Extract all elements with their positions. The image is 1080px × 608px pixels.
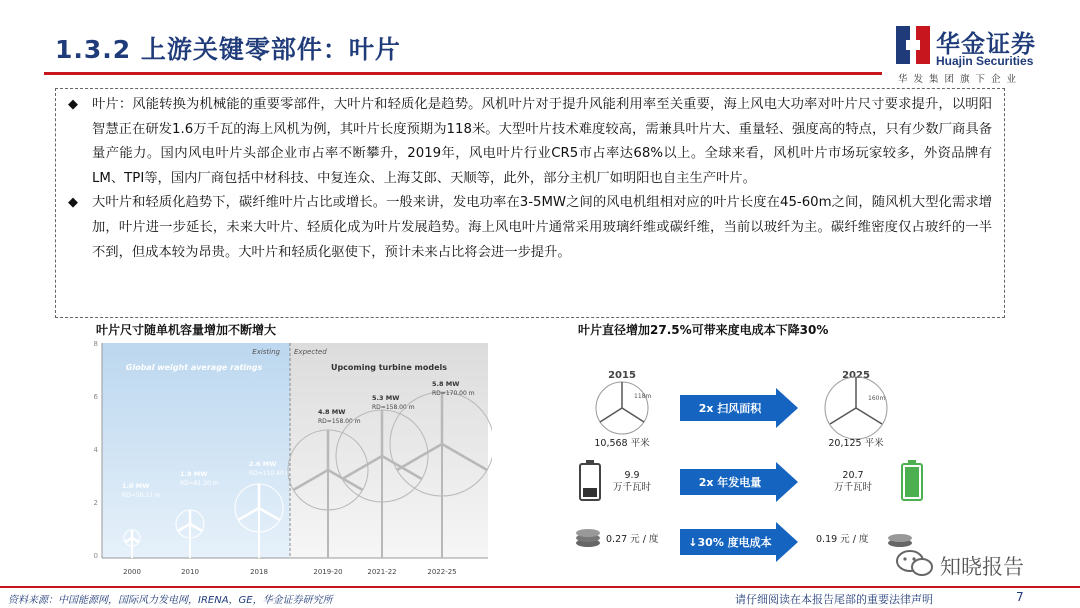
comparison-arrow <box>680 462 798 502</box>
y-tick-label: 8 <box>93 340 98 348</box>
rotor-2025-icon <box>825 377 887 439</box>
title-underline <box>44 72 882 75</box>
y-tick-label: 6 <box>93 393 98 401</box>
turbine-capacity: 5.3 MW <box>372 394 400 402</box>
year-2015: 2015 <box>608 370 636 381</box>
generation-2015-unit: 万千瓦时 <box>612 482 652 493</box>
x-tick-label: 2000 <box>123 568 141 576</box>
huajin-logo <box>890 16 1065 86</box>
existing-region <box>102 343 290 558</box>
lcoe-infographic <box>560 360 940 570</box>
turbine-capacity: 4.8 MW <box>318 408 346 416</box>
comparison-arrow <box>680 522 798 562</box>
x-tick-label: 2010 <box>181 568 199 576</box>
watermark-text: 知晓报告 <box>940 555 1024 579</box>
turbine-rotor-diameter: RD=158.00 m <box>318 418 361 425</box>
footer-rule <box>0 586 1080 588</box>
page-number: 7 <box>1016 590 1024 604</box>
y-tick-label: 2 <box>93 499 98 507</box>
watermark <box>895 548 1045 582</box>
y-tick-labels <box>94 340 99 560</box>
year-2025: 2025 <box>842 370 870 381</box>
arrow-label: 2x 年发电量 <box>698 476 762 489</box>
battery-full-icon <box>902 460 922 500</box>
bullet-text: 叶片：风能转换为机械能的重要零部件，大叶片和轻质化是趋势。风机叶片对于提升风能利用率至关重要，海上风电大功率对叶片尺寸要求提升，以明阳智慧正在研发1.6万千瓦的海上风机为例，其叶片长度预期为118米。大型叶片技术难度较高，需兼具叶片大、重量轻、强度高的特点，只有少数厂商具备量产能力。国内风电叶片头部企业市占率不断攀升，2019年，风电叶片行业CR5市占率达68%以上。全球来看，风机叶片市场玩家较多，外资品牌有LM、TPI等，国内厂商包括中材科技、中复连众、上海艾郎、天顺等，此外，部分主机厂如明阳也自主生产叶片。 <box>92 97 992 186</box>
expected-region <box>290 343 488 558</box>
upcoming-models-label: Upcoming turbine models <box>330 363 448 372</box>
diamond-bullet-icon: ◆ <box>68 97 78 112</box>
swept-area-2015: 10,568 平米 <box>594 438 650 449</box>
x-tick-label: 2019-20 <box>313 568 343 576</box>
page-title: 1.3.2 上游关键零部件：叶片 <box>55 35 401 64</box>
lcoe-2015: 0.27 元 / 度 <box>606 534 659 545</box>
x-tick-label: 2021-22 <box>367 568 397 576</box>
generation-2015-value: 9.9 <box>624 470 640 481</box>
arrow-label: 2x 扫风面积 <box>698 402 762 415</box>
logo-subtitle: 华发集团旗下企业 <box>898 74 1023 85</box>
y-tick-label: 0 <box>93 552 98 560</box>
blade-length-2015: 118m <box>634 393 652 400</box>
turbine-rotor-diameter: RD=81.20 m <box>180 480 219 487</box>
turbine-rotor-diameter: RD=170.00 m <box>432 390 475 397</box>
expected-label: Expected <box>294 348 327 356</box>
bullet-paragraph <box>68 191 992 265</box>
coins-2025-icon <box>888 534 912 547</box>
x-tick-label: 2022-25 <box>427 568 457 576</box>
left-chart-caption: 叶片尺寸随单机容量增加不断增大 <box>96 323 277 337</box>
wechat-icon <box>895 548 935 580</box>
source-note: 资料来源：中国能源网，国际风力发电网，IRENA，GE，华金证券研究所 <box>8 595 333 606</box>
existing-label: Existing <box>252 348 280 356</box>
x-tick-labels <box>123 568 457 576</box>
turbine-capacity: 1.0 MW <box>122 482 150 490</box>
turbine-capacity: 1.9 MW <box>180 470 208 478</box>
comparison-arrow <box>680 388 798 428</box>
turbine-capacity: 2.6 MW <box>249 460 277 468</box>
turbine-capacity: 5.8 MW <box>432 380 460 388</box>
battery-low-icon <box>580 460 600 500</box>
bullet-text: 大叶片和轻质化趋势下，碳纤维叶片占比或增长。一般来讲，发电功率在3-5MW之间的风电机组相对应的叶片长度在45-60m之间，随风机大型化需求增加，叶片进一步延长，未来大叶片、轻质化成为叶片发展趋势。海上风电叶片通常采用玻璃纤维或碳纤维，当前以玻纤为主。碳纤维密度仅占玻纤的一半不到，但成本较为昂贵。大叶片和轻质化驱使下，预计未来占比将会进一步提升。 <box>92 195 992 260</box>
logo-english-name: Huajin Securities <box>936 54 1034 68</box>
right-chart-caption: 叶片直径增加27.5%可带来度电成本下降30% <box>578 323 829 337</box>
logo-chinese-name: 华金证券 <box>936 30 1036 58</box>
swept-area-2025: 20,125 平米 <box>828 438 884 449</box>
coins-2015-icon <box>576 529 600 547</box>
bullet-paragraph <box>68 93 992 191</box>
generation-2025-value: 20.7 <box>842 470 864 481</box>
turbine-size-chart <box>92 338 492 583</box>
turbine-rotor-diameter: RD=110.40 m <box>249 470 292 477</box>
legal-disclaimer: 请仔细阅读在本报告尾部的重要法律声明 <box>735 593 933 606</box>
global-ratings-label: Global weight average ratings <box>125 363 263 372</box>
turbine-rotor-diameter: RD=50.17 m <box>122 492 161 499</box>
lcoe-2025: 0.19 元 / 度 <box>816 534 869 545</box>
generation-2025-unit: 万千瓦时 <box>833 482 873 493</box>
logo-mark-icon <box>896 26 930 64</box>
x-tick-label: 2018 <box>250 568 268 576</box>
comparison-arrows <box>680 388 798 562</box>
rotor-2015-icon <box>596 382 651 434</box>
turbine-rotor-diameter: RD=158.00 m <box>372 404 415 411</box>
summary-textbox <box>55 88 1005 318</box>
arrow-label: ↓30% 度电成本 <box>688 536 772 549</box>
diamond-bullet-icon: ◆ <box>68 195 78 211</box>
blade-length-2025: 160m <box>868 395 886 402</box>
y-tick-label: 4 <box>93 446 98 454</box>
